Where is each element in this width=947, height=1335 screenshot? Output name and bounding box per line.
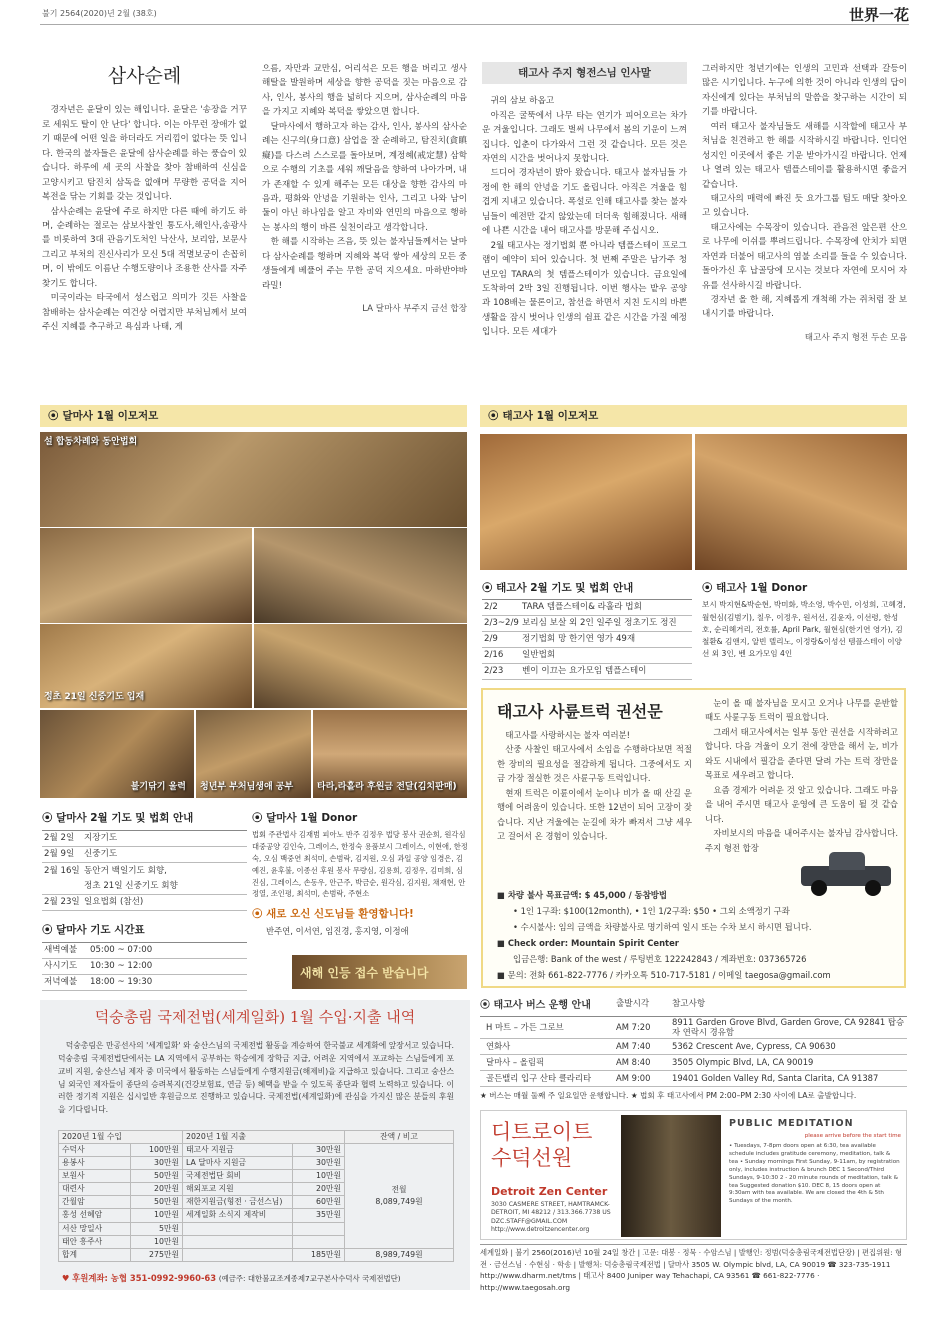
photo-caption: 타라,라홀라 후원금 전달(김치판매) [317,782,457,793]
samsa-title: 삼사순례 [107,65,182,87]
account-number: 후원계좌: 농협 351-0992-9960-63 [72,1273,217,1283]
service-name: 새벽예불 [44,945,78,956]
expense-value: 35만원 [293,1209,345,1222]
column-samsa [42,62,247,334]
schedule-date: 2/3~2/9 [484,618,519,629]
paragraph: 달마사에서 행하고자 하는 감사, 인사, 봉사의 삼사순례는 신구의(身口意) 삼업을 잘 순례하고, 탐진치(貪瞋癡)를 다스려 스스로를 돌아보며, 계정혜(戒定慧) 삼학으로 수행의 기초를 세워 깨달음을 향하여 나아가며, 내가 존재할 수 있게 해주는 모든 대상을 향한 감사의 마음과, 평화와 안녕을 기원하는 인사, 그리고 나와 남이 둘이 아닌 하나임을 알고 자비와 연민의 마음으로 행하는 봉사의 행이 바른 실천이라고 생각합니다. [262,121,467,233]
paragraph: 그러하지만 청년기에는 인생의 고민과 선택과 갈등이 많은 시기입니다. 누구에 의한 것이 아니라 인생의 답이 자신에게 있다는 부처님의 말씀을 찾구하는 시간이 되기를 바랍니다. [702,64,907,118]
greeting-title: 태고사 주지 형전스님 인사말 [482,62,687,84]
income-value: 50만원 [131,1170,183,1183]
finance-title: 덕숭총림 국제전법(세계일화) 1월 수입·지출 내역 [94,1008,416,1026]
income-name: 홍성 선혜암 [59,1209,131,1222]
greeting-body [482,94,687,339]
paragraph: 경자년은 윤달이 있는 해입니다. 윤달은 '송장을 거꾸로 세워도 탈이 안 난다' 합니다. 이는 아무런 장애가 없기 때문에 어떤 일을 하더라도 거리낌이 없다는 뜻 입니다. 한국의 불자들은 윤달에 삼사순례를 하는 풍습이 있습니다. 하루에 세 곳의 사찰을 찾아 참배하여 신심을 고양시키고 탐진치 삼독을 없애며 무량한 공덕을 지어 복전을 닦는 기회를 갖는 것입니다. [42,105,247,203]
schedule-event: 동안거 백일기도 회향, [84,865,167,876]
schedule-row [482,616,692,632]
photo-caption: 정초 21일 신중기도 입재 [44,692,145,703]
paragraph: 산중 사찰인 태고사에서 소임을 수행하다보면 적절한 장비의 필요성을 절감하게 됩니다. 그중에서도 지금 가장 절실한 것은 사륜구동 트럭입니다. [497,744,692,784]
balance-label: 전월 [391,1184,407,1194]
service-name: 저녁예불 [44,977,78,988]
paragraph: 삼사순례는 윤달에 주로 하지만 다른 때에 하기도 하며, 순례하는 절로는 삼보사찰인 통도사,해인사,송광사를 비롯하여 3대 관음기도처인 낙산사, 보리암, 보문사 그리고 부처의 진신사리가 모신 5대 적멸보궁이 손꼽히며, 이 밖에도 이름난 수행도량이나 조용한 산사를 자주 찾기도 합니다. [42,206,247,289]
bus-row [480,1055,907,1071]
paragraph: 으름, 자만과 교만심, 어리석은 모든 행을 버리고 생사해탈을 발원하며 세상을 향한 공덕을 짓는 마음으로 감사, 인사, 봉사의 행을 넓히다 지으며, 삼사순례의 마음을 가지고 지혜와 복덕을 쌓았으면 합니다. [262,64,467,118]
target-icon: ⦿ [252,908,267,921]
schedule-event: 정초 21일 신중기도 회향 [84,881,178,892]
footer-colophon: 세계일화 | 불기 2560(2016)년 10월 24일 창간 | 고문: 대봉 · 정묵 · 수암스님 | 발행인: 정범(덕숭총림국제전법단장) | 편집위원: 형전 · 금선스님 · 수현심 · 학송 | 발행처: 덕숭총림국제전법 | 달마사 3505 W. Olympic blvd, LA, CA 90019 ☎ 323-735-1911 http://www.dharm.net/tms | 태고사 8400 Juniper way Tehachapi, CA 93561 ☎ 661-822-7776 · http://www.taegosah.org [480,1244,907,1294]
expense-value: 60만원 [293,1196,345,1209]
expense-total: 185만원 [293,1248,345,1261]
service-name: 사시기도 [44,961,78,972]
paragraph: 그래서 태고사에서는 일부 동안 권선을 시작하려고 합니다. 다음 겨울이 오기 전에 장만을 해서 눈, 비가와도 시내에서 필감을 준다면 달려 가는 트럭 장만을 목표로 세우려고 합니다. [705,726,898,781]
expense-name: 해외포교 지원 [183,1183,293,1196]
welcome-names: 반주연, 이서연, 임진경, 홍지영, 이정애 [266,926,409,937]
taego-feb-table [482,599,692,680]
paragraph: 경자년 올 한 해, 지혜롭게 개척해 가는 쥐처럼 잘 보내시기를 바랍니다. [702,295,907,320]
balance-total: 8,989,749원 [345,1248,454,1261]
detroit-kr-line1: 디트로이트 [491,1120,593,1144]
expense-value: 20만원 [293,1183,345,1196]
target-icon: ⦿ [42,812,57,824]
dharma-feb-heading [42,810,247,826]
paragraph: 태고사를 사랑하시는 불자 여러분! [505,730,630,740]
schedule-row [42,863,247,879]
expense-name: LA 달마사 지원금 [183,1157,293,1170]
bus-row [480,1017,907,1040]
dharma-donor [252,810,470,938]
dharma-feb-title: 달마사 2월 기도 및 법회 안내 [56,812,194,824]
schedule-row [482,632,692,648]
expense-header: 2020년 1월 지출 [183,1131,345,1144]
schedule-event: 정기법회 망 한기연 영가 49재 [522,634,636,645]
address-line: DETROIT, MI 48212 / 313.366.7738 US [491,1209,611,1217]
income-name: 서산 망일사 [59,1222,131,1235]
dharma-feb-schedule [42,810,247,911]
expense-value: 30만원 [293,1157,345,1170]
truck-check: Check order: Mountain Spirit Center [507,937,679,948]
photo-taego-1 [480,434,692,570]
schedule-event: 보리심 보살 외 2인 일주일 정초기도 정진 [522,618,677,629]
table-header [59,1131,454,1144]
bus-stop: 연화사 [486,1041,511,1052]
photo-polishing [40,710,194,798]
taego-donor-heading [702,580,907,596]
schedule-event: 일반법회 [522,650,556,661]
detroit-kr-title [491,1119,592,1172]
address-line: DZC.STAFF@GMAIL.COM [491,1217,568,1225]
dharma-donor-title: 달마사 1월 Donor [266,812,358,824]
goal-line [497,888,897,904]
expense-value [293,1222,345,1235]
paragraph: 2월 태고사는 정기법회 뿐 아니라 템플스테이 프로그램이 예약이 되어 있습니다. 첫 번째 주말은 남가주 청년모임 TARA의 첫 템플스테이가 있습니다. 금요일에 도착하여 2박 3일 진행됩니다. 이번 행사는 밭우 공양과 108배는 물론이고, 참선을 하면서 지친 도시의 바쁜 생활을 잠시 벗어나 인생의 쉼표 같은 시간을 가질 예정입니다. 모든 세대가 [482,240,687,338]
truck-bank: 입금은행: Bank of the west / 루팅번호 122242843 / 계좌번호: 037365726 [513,953,807,964]
greeting-body-cont [702,62,907,322]
target-icon: ⦿ [42,924,57,936]
income-header: 2020년 1월 수입 [59,1131,183,1144]
schedule-date: 2월 9일 [44,849,75,860]
expense-name: 세계일화 소식지 제작비 [183,1209,293,1222]
detroit-zen-ad [480,1110,907,1240]
schedule-row [482,664,692,680]
welcome-heading [252,906,470,922]
income-total-label: 합계 [59,1248,131,1261]
finance-table-wrap [58,1130,454,1262]
income-value: 10만원 [131,1235,183,1248]
expense-name: 재한지원금(형전 · 금선스님) [183,1196,293,1209]
truck-contact: 문의: 전화 661-822-7776 / 카카오톡 510-717-5181 / 이메일 taegosa@gmail.com [507,969,831,980]
income-name: 수덕사 [59,1144,131,1157]
masthead: 世界一花 [848,6,909,24]
schedule-event: 일요법회 (참선) [84,897,144,908]
income-name: 대련사 [59,1183,131,1196]
time-row [42,943,247,959]
time-row [42,975,247,991]
welcome-title: 새로 오신 신도님들 환영합니다! [266,908,414,921]
address-line: http://www.detroitzencenter.org [491,1226,590,1234]
contact-line [497,968,897,984]
paragraph: 드디어 경자년이 밝아 왔습니다. 태고사 불자님들 가정에 한 해의 안녕을 기도 올립니다. 아직은 겨울을 힘겹게 지내고 있습니다. 폭설로 인해 태고사를 찾는 불자님들이 예전만 같지 않았는데 더더욱 힘해졌니다. 새해에 나쁜 시간을 내어 태고사를 방문해 주십시오. [482,168,687,237]
expense-name: 태고사 지원금 [183,1144,293,1157]
column-greeting [482,62,687,340]
dharma-time-table [42,942,247,991]
account-holder: (예금주: 대한불교조계종제7교구본사수덕사 국제전법단) [218,1274,401,1283]
truck-goal: 차량 불사 목표금액: $ 45,000 / 동참방법 [507,890,667,900]
detroit-interior-photo [621,1115,721,1237]
table-row [59,1144,454,1157]
pm-schedule: • Tuesdays, 7-8pm doors open at 6:30, tea available schedule includes gratitude ceremony, meditation, talk & tea • Sunday mornings First Sunday, 9-11am, by registration only, includes instruction & brunch DEC 1 Second/Third Sundays, 9-10:30 2 - 20 minute rounds of meditation, talk & tea Suggested donation $10. DEC 8, 15 doors open at 9:30am with tea available. We are closed the 4th & 5th Sundays of the month. [729,1143,900,1205]
dharma-time-heading [42,922,247,938]
check-line [497,936,897,952]
greeting-signature: 태고사 주지 형전 두손 모음 [804,332,907,343]
samsa-signature: LA 달마사 부주지 금선 합장 [362,304,467,314]
income-name: 간월암 [59,1196,131,1209]
taego-donor [702,580,907,661]
expense-name: 국제전법단 회비 [183,1170,293,1183]
target-icon: ⦿ [480,1000,494,1011]
schedule-date: 2/16 [484,650,504,661]
photo-caption: 불기닦기 울력 [130,782,186,793]
new-year-lantern-banner [292,955,467,989]
dharma-time-title: 달마사 기도 시간표 [56,924,145,936]
income-name: 보원사 [59,1170,131,1183]
bus-time-header: 출발시각 [616,999,650,1009]
expense-value: 10만원 [293,1170,345,1183]
income-value: 20만원 [131,1183,183,1196]
finance-body: 덕숭총림은 만공선사의 '세계일화' 와 숭산스님의 국제전법 활동을 계승하여 한국불교 세계화에 앞장서고 있습니다. 덕숭총림 국제전법단에서는 LA 지역에서 공부하는 학승에게 장학금 지급, 어려운 지역에서 포교하는 스님들에게 포교비 지원, 숭산스님 제자 중 미국에서 활동하는 스님들에게 수행지원금(해제비)을 지급하고 있습니다. 그리고 숭산스님 외국인 제자들이 종단의 승려복지(건강보험료, 연금 등) 혜택을 받을 수 있도록 종단과 협력 노력하고 있습니다. 이러한 정기적 지원은 십시일반 후원금으로 진행하고 있습니다. 국제전법(세계일화)에 관심을 가지신 많은 분들의 후원을 기다립니다. [58,1041,454,1115]
bus-row [480,1039,907,1055]
paragraph: 요즘 경제가 어려운 것 알고 있습니다. 그래도 마음을 내어 주시면 태고사 운영에 큰 도움이 될 것 같습니다. [705,784,898,824]
photo-youth-study [196,710,311,798]
bus-title: 태고사 버스 운행 안내 [493,1000,591,1011]
truck-campaign-box [481,688,906,988]
target-icon: ⦿ [702,582,717,594]
issue-info: 불기 2564(2020)년 2월 (38호) [42,9,157,18]
schedule-event: 벤이 이끄는 요가모임 템플스테이 [522,666,647,677]
pm-title: PUBLIC MEDITATION [729,1118,854,1129]
samsa-body-cont [262,62,467,293]
expense-total-label [183,1248,293,1261]
bus-address: 5362 Crescent Ave, Cypress, CA 90630 [672,1041,836,1052]
income-name: 용봉사 [59,1157,131,1170]
service-time: 18:00 ~ 19:30 [90,977,153,988]
income-value: 50만원 [131,1196,183,1209]
schedule-row [482,600,692,616]
income-value: 5만원 [131,1222,183,1235]
schedule-date: 2월 16일 [44,865,80,876]
truck-option-1: • 1인 1구좌: $100(12month), • 1인 1/2구좌: $50 • 그외 소액정기 구좌 [513,905,790,916]
taego-feb-schedule [482,580,692,680]
truck-donation-info [497,888,897,984]
taego-donor-title: 태고사 1월 Donor [716,582,808,594]
service-time: 05:00 ~ 07:00 [90,945,153,956]
photo-caption: 설 합동차례와 동안법회 [44,437,138,447]
table-total-row [59,1248,454,1261]
dharma-photos-title: 달마사 1월 이모저모 [62,410,159,422]
expense-value [293,1235,345,1248]
finance-table [58,1130,454,1262]
target-icon: ⦿ [488,410,499,422]
paragraph: 한 해를 시작하는 즈음, 뜻 있는 불자님들께서는 날마다 삼사순례를 행하며 지혜와 복덕 쌓아 세상의 모든 중생들에게 베풀어 주는 무한 공덕 지으세요. 마하반야바라밀! [262,237,467,291]
photo-temple-3 [254,624,467,708]
photo-temple-2 [254,528,467,623]
dharma-photos-bar [40,405,467,427]
dharma-donor-heading [252,810,470,826]
bus-header [480,998,907,1017]
dharma-feb-table [42,830,247,911]
header-divider [40,24,909,25]
balance-value: 8,089,749원 [375,1196,423,1206]
bus-row [480,1071,907,1087]
schedule-row [42,831,247,847]
expense-value: 30만원 [293,1144,345,1157]
address-line: 3030 CASMERE STREET, HAMTRAMCK- [491,1201,610,1208]
photo-taego-2 [695,434,907,570]
samsa-body [42,103,247,334]
schedule-date: 2/2 [484,602,498,613]
column-samsa-cont [262,62,467,316]
heart-icon: ♥ [62,1273,73,1283]
dharma-donor-list: 법회 주관법사 김재범 피아노 반주 김정우 법당 봉사 권순희, 원각심 대중공양 김인숙, 그레이스, 한정숙 용품보시 그레이스, 이현애, 한정숙, 오심 백중연 최석미, 손범락, 김지원, 오심 과일 공양 임경은, 김예진, 윤후불, 이종선 후원 봉사 무량심, 김용희, 김정우, 김미희, 심진심, 그레이스, 손동우, 안근주, 박금순, 원각심, 김지원, 채재현, 안정열, 조인평, 최석미, 손범락, 주현소 [252,830,468,899]
bus-time: AM 9:00 [616,1073,651,1084]
lantern-banner-text: 새해 인등 접수 받습니다 [300,966,429,980]
truck-right-text [705,696,898,855]
expense-name [183,1222,293,1235]
detroit-kr-line2: 수덕선원 [491,1146,573,1171]
photo-donation [313,710,467,798]
paragraph: 태고사의 매력에 빠진 듯 요가그룹 팀도 매달 찾아오고 있습니다. [702,193,907,219]
target-icon: ⦿ [482,582,497,594]
paragraph: 태고사에는 수목장이 있습니다. 관음전 앞은편 산으로 나무에 이쉬를 뿌려드립니다. 수목장에 안치가 되면 자연과 더불어 태고사의 염불 소리를 들을 수 있습니다. 돌아가신 후 납골당에 모시는 것보다 자연에 모시어 자유를 선사하시길 바랍니다. [702,222,907,291]
income-name: 태안 흥주사 [59,1235,131,1248]
public-meditation-info [729,1117,901,1206]
schedule-event: TARA 템플스테이& 라훌라 법회 [522,602,642,613]
schedule-date: 2/9 [484,634,498,645]
target-icon: ⦿ [252,812,267,824]
bus-address: 19401 Golden Valley Rd, Santa Clarita, CA 91387 [672,1073,879,1084]
paragraph: 아직은 굴뚝에서 나무 타는 연기가 피어오르는 차가운 겨울입니다. 그래도 벌써 나무에서 봄의 기운이 느껴집니다. 입춘이 다가와서 그런 것 같습니다. 모든 것은 자연의 시간을 벗어나지 못합니다. [482,110,687,165]
service-time: 10:30 ~ 12:00 [90,961,153,972]
target-icon: ⦿ [48,410,59,422]
finance-section [40,1000,470,1290]
taego-feb-title: 태고사 2월 기도 및 법회 안내 [496,582,634,594]
bus-title-wrap [480,998,616,1014]
schedule-row [42,895,247,911]
time-row [42,959,247,975]
balance-cell [345,1144,454,1249]
bus-time: AM 8:40 [616,1057,651,1068]
bus-stop: 달마사 – 올림픽 [486,1057,545,1068]
square-bullet-icon: ■ [497,969,508,980]
balance-header: 잔액 / 비고 [345,1131,454,1144]
schedule-row [42,879,247,895]
detroit-address [491,1201,611,1234]
paragraph: 미국이라는 타국에서 성스럽고 의미가 깃든 사찰을 참배하는 삼사순례는 여건상 어렵지만 부처님께서 보여주신 지혜를 추구하고 욕심과 나태, 게 [42,293,247,332]
paragraph: 현재 트럭은 이륜이에서 눈이나 비가 올 때 산길 운행에 어려움이 있습니다. 또한 12년이 되어 고장이 잦습니다. 지난 겨울에는 눈길에 차가 빠져서 그냥 세우고 걸어서 온 경험이 있습니다. [497,787,692,842]
dharma-time [42,922,247,991]
column-greeting-cont [702,62,907,345]
schedule-date: 2/23 [484,666,504,677]
schedule-event: 지장기도 [84,833,118,844]
bus-note: ★ 버스는 매월 둘째 주 일요일만 운행합니다. ★ 법회 후 태고사에서 PM 2:00–PM 2:30 사이에 LA로 출발합니다. [480,1091,857,1101]
income-value: 100만원 [131,1144,183,1157]
schedule-row [42,847,247,863]
schedule-event: 신중기도 [84,849,118,860]
taego-donor-list: 보시 박지현&박순현, 박미화, 박소영, 박수민, 이성희, 고혜경, 월현심(김범기), 칠우, 이정우, 원서선, 김윤자, 이선령, 한성호, 순리혜거리, 전호률, April Park, 월현심(한기연 영가), 김철환& 김앤지, 알빈 델리노, 이정랑&이성선 템플스테이 이양선 외 3인, 벤 요가모임 4인 [702,600,906,659]
bus-stop: 골든밸리 입구 산타 클라리타 [486,1073,592,1084]
income-value: 10만원 [131,1209,183,1222]
photo-sinjung-prayer [40,624,252,708]
bus-time: AM 7:40 [616,1041,651,1052]
photo-caption: 청년부 부처님생애 공부 [200,782,294,793]
income-total: 275만원 [131,1248,183,1261]
bus-ref-header: 참고사항 [672,999,706,1009]
taego-feb-heading [482,580,692,596]
bus-schedule [480,998,907,1102]
income-value: 30만원 [131,1157,183,1170]
paragraph: 귀의 삼보 하옵고 [490,96,555,107]
photo-temple-1 [40,528,252,623]
square-bullet-icon: ■ [497,937,508,948]
truck-title: 태고사 사륜트럭 권선문 [497,702,663,721]
bus-stop: H 마트 – 가든 그로브 [486,1021,564,1032]
schedule-row [482,648,692,664]
finance-account [62,1272,401,1285]
paragraph: 여러 태고사 불자님들도 새해를 시작할에 태고사 부처님을 친견하고 한 해를 시작하시길 바랍니다. 인디언 성지인 이곳에서 좋은 기운 받아가시길 바랍니다. 언제나 열려 있는 태고사 템플스테이를 활용하시면 좋을거 같습니다. [702,121,907,190]
bus-address: 8911 Garden Grove Blvd, Garden Grove, CA 92841 탑승자 연락시 경유함 [672,1016,905,1038]
schedule-date: 2월 23일 [44,897,80,908]
paragraph: 눈이 올 때 불자님을 모시고 오거나 나무를 운반할 때도 사륜구동 트럭이 필요합니다. [705,698,898,723]
pm-subtitle: please arrive before the start time [804,1132,901,1139]
photo-new-year-rite [40,432,467,527]
bus-time: AM 7:20 [616,1021,651,1032]
detroit-en-title: Detroit Zen Center [491,1185,608,1198]
truck-option-2: • 수시불사: 임의 금액을 차량불사로 명기하여 일시 또는 수차 보시 하시면 됩니다. [513,921,812,932]
square-bullet-icon: ■ [497,890,508,900]
expense-name [183,1235,293,1248]
taego-photos-bar [480,405,907,427]
taego-photos-title: 태고사 1월 이모저모 [502,410,599,422]
truck-left-text [497,728,692,844]
paragraph: 자비보시의 마음을 내어주시는 불자님 감사합니다. 주지 형전 합장 [705,828,898,853]
schedule-date: 2월 2일 [44,833,75,844]
bus-address: 3505 Olympic Blvd, LA, CA 90019 [672,1057,814,1068]
